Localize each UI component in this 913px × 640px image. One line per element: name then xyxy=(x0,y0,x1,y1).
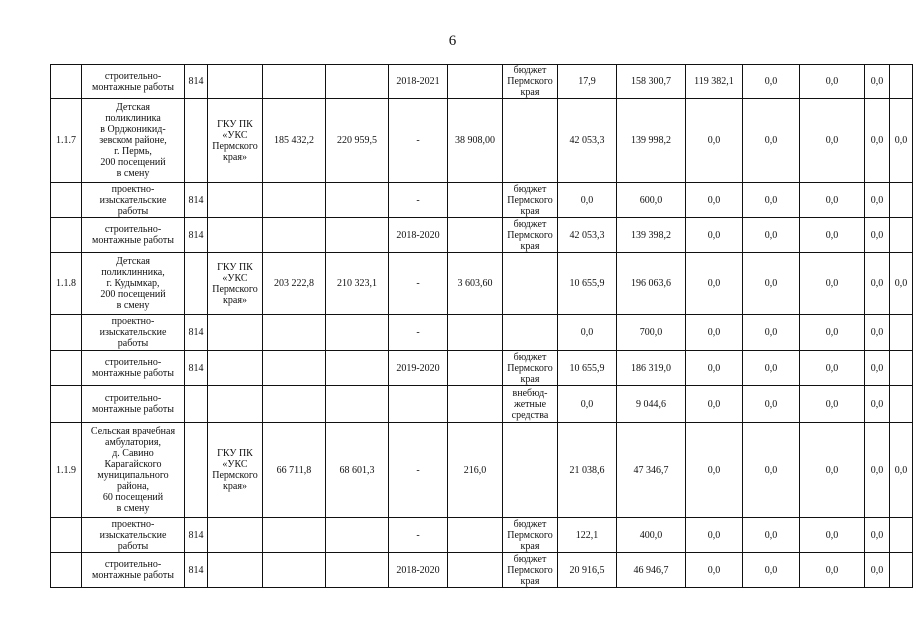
cell-amount-year-4: 0,0 xyxy=(743,553,800,588)
cell-stage-value xyxy=(448,351,503,386)
cell-stage-value xyxy=(448,518,503,553)
cell-amount-year-5: 0,0 xyxy=(800,183,865,218)
cell-amount-year-5: 0,0 xyxy=(800,253,865,315)
cell-row-index: 1.1.8 xyxy=(51,253,82,315)
cell-construction-period: 2019-2020 xyxy=(389,351,448,386)
cell-estimated-cost: 203 222,8 xyxy=(263,253,326,315)
cell-amount-year-3: 0,0 xyxy=(686,518,743,553)
cell-amount-year-6: 0,0 xyxy=(865,315,890,351)
cell-amount-year-5: 0,0 xyxy=(800,386,865,423)
cell-amount-year-5: 0,0 xyxy=(800,218,865,253)
table-row xyxy=(51,423,913,518)
cell-funding-source xyxy=(503,99,558,183)
cell-amount-year-5: 0,0 xyxy=(800,351,865,386)
cell-amount-year-7 xyxy=(890,183,913,218)
cell-amount-year-4: 0,0 xyxy=(743,423,800,518)
cell-admin-code: 814 xyxy=(185,218,208,253)
cell-row-index xyxy=(51,386,82,423)
cell-customer xyxy=(208,553,263,588)
cell-estimated-cost xyxy=(263,553,326,588)
cell-stage-value xyxy=(448,386,503,423)
cell-amount-year-7 xyxy=(890,351,913,386)
cell-customer xyxy=(208,351,263,386)
cell-amount-year-7: 0,0 xyxy=(890,253,913,315)
cell-estimated-cost xyxy=(263,351,326,386)
cell-admin-code: 814 xyxy=(185,183,208,218)
cell-customer xyxy=(208,65,263,99)
cell-object-name: проектно- изыскательские работы xyxy=(82,518,185,553)
cell-amount-year-2: 47 346,7 xyxy=(617,423,686,518)
cell-construction-period: - xyxy=(389,423,448,518)
cell-amount-year-2: 46 946,7 xyxy=(617,553,686,588)
cell-amount-year-1: 21 038,6 xyxy=(558,423,617,518)
cell-amount-year-5: 0,0 xyxy=(800,65,865,99)
cell-estimated-cost: 185 432,2 xyxy=(263,99,326,183)
cell-cost-forecast: 68 601,3 xyxy=(326,423,389,518)
cell-row-index xyxy=(51,315,82,351)
cell-amount-year-4: 0,0 xyxy=(743,253,800,315)
cell-object-name: Детская поликлинника, г. Кудымкар, 200 посещений в смену xyxy=(82,253,185,315)
cell-amount-year-7 xyxy=(890,518,913,553)
cell-stage-value xyxy=(448,183,503,218)
cell-object-name: строительно- монтажные работы xyxy=(82,386,185,423)
cell-object-name: Детская поликлиника в Орджоникид- зевском районе, г. Пермь, 200 посещений в смену xyxy=(82,99,185,183)
cell-amount-year-7: 0,0 xyxy=(890,423,913,518)
table-row xyxy=(51,253,913,315)
cell-amount-year-2: 700,0 xyxy=(617,315,686,351)
cell-amount-year-6: 0,0 xyxy=(865,183,890,218)
cell-construction-period: - xyxy=(389,99,448,183)
cell-amount-year-6: 0,0 xyxy=(865,218,890,253)
cell-amount-year-6: 0,0 xyxy=(865,351,890,386)
table-row xyxy=(51,386,913,423)
cell-amount-year-2: 139 398,2 xyxy=(617,218,686,253)
cell-amount-year-4: 0,0 xyxy=(743,315,800,351)
cell-customer: ГКУ ПК «УКС Пермского края» xyxy=(208,253,263,315)
cell-estimated-cost xyxy=(263,315,326,351)
cell-amount-year-2: 186 319,0 xyxy=(617,351,686,386)
cell-estimated-cost xyxy=(263,518,326,553)
cell-admin-code xyxy=(185,253,208,315)
cell-object-name: строительно- монтажные работы xyxy=(82,351,185,386)
cell-amount-year-2: 9 044,6 xyxy=(617,386,686,423)
page-number: 6 xyxy=(448,33,457,49)
cell-amount-year-1: 42 053,3 xyxy=(558,99,617,183)
cell-amount-year-6: 0,0 xyxy=(865,423,890,518)
cell-amount-year-2: 158 300,7 xyxy=(617,65,686,99)
cell-estimated-cost: 66 711,8 xyxy=(263,423,326,518)
cell-cost-forecast xyxy=(326,183,389,218)
cell-amount-year-7 xyxy=(890,218,913,253)
cell-cost-forecast xyxy=(326,315,389,351)
cell-funding-source: бюджет Пермского края xyxy=(503,553,558,588)
cell-amount-year-4: 0,0 xyxy=(743,99,800,183)
cell-row-index xyxy=(51,65,82,99)
cell-funding-source: бюджет Пермского края xyxy=(503,65,558,99)
table-row xyxy=(51,218,913,253)
cell-stage-value xyxy=(448,315,503,351)
cell-cost-forecast: 220 959,5 xyxy=(326,99,389,183)
table-body xyxy=(51,65,913,588)
cell-admin-code xyxy=(185,423,208,518)
cell-estimated-cost xyxy=(263,183,326,218)
cell-admin-code: 814 xyxy=(185,553,208,588)
cell-amount-year-1: 10 655,9 xyxy=(558,253,617,315)
cell-customer xyxy=(208,315,263,351)
cell-amount-year-7 xyxy=(890,65,913,99)
cell-amount-year-6: 0,0 xyxy=(865,386,890,423)
cell-row-index: 1.1.7 xyxy=(51,99,82,183)
cell-stage-value: 3 603,60 xyxy=(448,253,503,315)
table-row xyxy=(51,518,913,553)
cell-amount-year-2: 139 998,2 xyxy=(617,99,686,183)
cell-admin-code: 814 xyxy=(185,518,208,553)
cell-row-index xyxy=(51,351,82,386)
cell-object-name: проектно- изыскательские работы xyxy=(82,183,185,218)
cell-amount-year-3: 0,0 xyxy=(686,386,743,423)
cell-cost-forecast: 210 323,1 xyxy=(326,253,389,315)
cell-estimated-cost xyxy=(263,218,326,253)
cell-customer xyxy=(208,386,263,423)
cell-row-index xyxy=(51,183,82,218)
cell-amount-year-6: 0,0 xyxy=(865,65,890,99)
cell-amount-year-7 xyxy=(890,315,913,351)
cell-admin-code: 814 xyxy=(185,65,208,99)
cell-amount-year-7 xyxy=(890,386,913,423)
cell-object-name: строительно- монтажные работы xyxy=(82,65,185,99)
cell-stage-value: 216,0 xyxy=(448,423,503,518)
cell-row-index: 1.1.9 xyxy=(51,423,82,518)
cell-cost-forecast xyxy=(326,518,389,553)
table-row xyxy=(51,65,913,99)
cell-estimated-cost xyxy=(263,386,326,423)
cell-amount-year-3: 0,0 xyxy=(686,253,743,315)
cell-construction-period: - xyxy=(389,518,448,553)
table-row xyxy=(51,315,913,351)
cell-stage-value xyxy=(448,553,503,588)
cell-amount-year-6: 0,0 xyxy=(865,518,890,553)
cell-amount-year-1: 20 916,5 xyxy=(558,553,617,588)
cell-construction-period: 2018-2021 xyxy=(389,65,448,99)
cell-stage-value xyxy=(448,65,503,99)
cell-amount-year-4: 0,0 xyxy=(743,518,800,553)
cell-customer: ГКУ ПК «УКС Пермского края» xyxy=(208,99,263,183)
cell-amount-year-5: 0,0 xyxy=(800,553,865,588)
cell-customer xyxy=(208,218,263,253)
cell-funding-source xyxy=(503,315,558,351)
cell-amount-year-2: 196 063,6 xyxy=(617,253,686,315)
cell-amount-year-7: 0,0 xyxy=(890,99,913,183)
cell-amount-year-2: 400,0 xyxy=(617,518,686,553)
cell-funding-source xyxy=(503,423,558,518)
cell-funding-source: бюджет Пермского края xyxy=(503,351,558,386)
cell-customer: ГКУ ПК «УКС Пермского края» xyxy=(208,423,263,518)
cell-amount-year-5: 0,0 xyxy=(800,315,865,351)
cell-amount-year-1: 10 655,9 xyxy=(558,351,617,386)
table-row xyxy=(51,99,913,183)
cell-funding-source: бюджет Пермского края xyxy=(503,183,558,218)
cell-row-index xyxy=(51,518,82,553)
cell-row-index xyxy=(51,218,82,253)
cell-amount-year-4: 0,0 xyxy=(743,218,800,253)
cell-amount-year-2: 600,0 xyxy=(617,183,686,218)
cell-amount-year-4: 0,0 xyxy=(743,65,800,99)
cell-stage-value xyxy=(448,218,503,253)
cell-amount-year-3: 0,0 xyxy=(686,553,743,588)
cell-amount-year-1: 0,0 xyxy=(558,183,617,218)
budget-table xyxy=(50,64,913,588)
cell-estimated-cost xyxy=(263,65,326,99)
cell-amount-year-6: 0,0 xyxy=(865,99,890,183)
cell-amount-year-7 xyxy=(890,553,913,588)
cell-funding-source: бюджет Пермского края xyxy=(503,518,558,553)
cell-cost-forecast xyxy=(326,351,389,386)
cell-amount-year-1: 0,0 xyxy=(558,315,617,351)
cell-admin-code: 814 xyxy=(185,351,208,386)
cell-amount-year-1: 42 053,3 xyxy=(558,218,617,253)
cell-amount-year-4: 0,0 xyxy=(743,351,800,386)
table-row xyxy=(51,351,913,386)
cell-stage-value: 38 908,00 xyxy=(448,99,503,183)
cell-construction-period: 2018-2020 xyxy=(389,218,448,253)
cell-amount-year-3: 0,0 xyxy=(686,315,743,351)
table-row xyxy=(51,183,913,218)
cell-cost-forecast xyxy=(326,553,389,588)
cell-amount-year-3: 0,0 xyxy=(686,423,743,518)
cell-construction-period: - xyxy=(389,315,448,351)
cell-amount-year-5: 0,0 xyxy=(800,423,865,518)
cell-amount-year-3: 0,0 xyxy=(686,218,743,253)
cell-admin-code: 814 xyxy=(185,315,208,351)
cell-construction-period: - xyxy=(389,253,448,315)
cell-cost-forecast xyxy=(326,386,389,423)
cell-amount-year-3: 0,0 xyxy=(686,99,743,183)
cell-amount-year-3: 0,0 xyxy=(686,351,743,386)
cell-customer xyxy=(208,518,263,553)
cell-amount-year-3: 0,0 xyxy=(686,183,743,218)
cell-funding-source xyxy=(503,253,558,315)
cell-amount-year-4: 0,0 xyxy=(743,183,800,218)
cell-construction-period xyxy=(389,386,448,423)
cell-amount-year-1: 0,0 xyxy=(558,386,617,423)
cell-funding-source: внебюд- жетные средства xyxy=(503,386,558,423)
cell-cost-forecast xyxy=(326,65,389,99)
cell-amount-year-5: 0,0 xyxy=(800,518,865,553)
cell-object-name: строительно- монтажные работы xyxy=(82,218,185,253)
cell-customer xyxy=(208,183,263,218)
cell-object-name: Сельская врачебная амбулатория, д. Савино Карагайского муниципального района, 60 посещений в смену xyxy=(82,423,185,518)
cell-admin-code xyxy=(185,99,208,183)
cell-amount-year-6: 0,0 xyxy=(865,553,890,588)
table-row xyxy=(51,553,913,588)
cell-amount-year-1: 122,1 xyxy=(558,518,617,553)
cell-object-name: проектно- изыскательские работы xyxy=(82,315,185,351)
cell-construction-period: 2018-2020 xyxy=(389,553,448,588)
cell-amount-year-3: 119 382,1 xyxy=(686,65,743,99)
cell-row-index xyxy=(51,553,82,588)
cell-amount-year-5: 0,0 xyxy=(800,99,865,183)
cell-admin-code xyxy=(185,386,208,423)
cell-funding-source: бюджет Пермского края xyxy=(503,218,558,253)
cell-object-name: строительно- монтажные работы xyxy=(82,553,185,588)
cell-amount-year-1: 17,9 xyxy=(558,65,617,99)
cell-cost-forecast xyxy=(326,218,389,253)
cell-construction-period: - xyxy=(389,183,448,218)
cell-amount-year-4: 0,0 xyxy=(743,386,800,423)
cell-amount-year-6: 0,0 xyxy=(865,253,890,315)
